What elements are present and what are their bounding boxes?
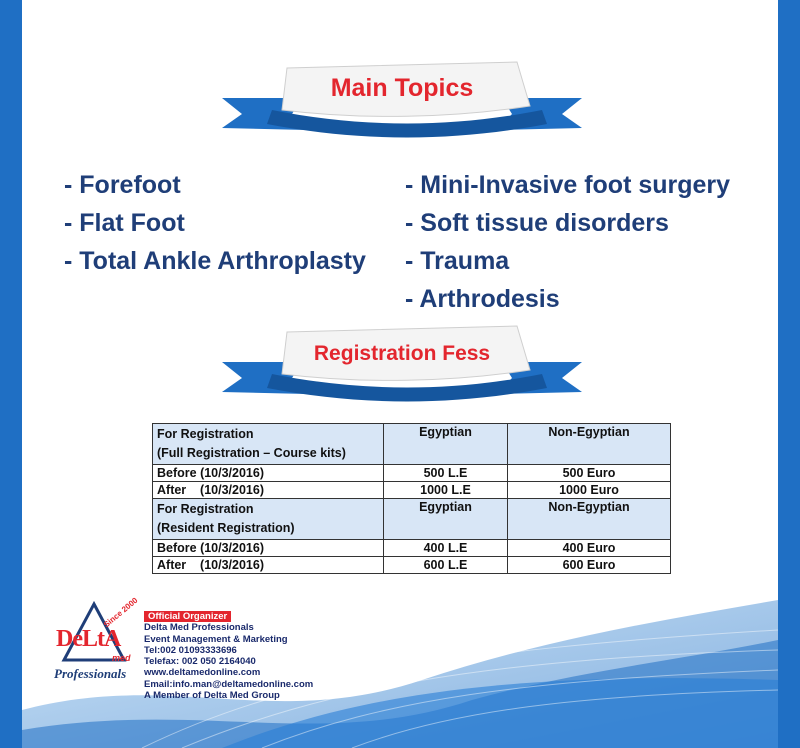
table-row: [153, 557, 671, 574]
main-topics-title: Main Topics: [330, 74, 474, 102]
row-label: After (10/3/2016): [153, 557, 384, 574]
logo-med: med: [112, 653, 131, 663]
row-label: Before (10/3/2016): [153, 540, 384, 557]
group-label-cell: [153, 499, 384, 540]
group-label-line: For Registration: [157, 427, 254, 441]
left-border-bar: [0, 0, 22, 748]
official-organizer-badge: Official Organizer: [144, 611, 231, 622]
egyptian-fee: 1000 L.E: [384, 482, 508, 499]
column-header-egyptian: Egyptian: [384, 499, 508, 540]
organizer-line: Event Management & Marketing: [144, 633, 288, 645]
topic-item: - Soft tissue disorders: [405, 209, 669, 237]
row-label: Before (10/3/2016): [153, 465, 384, 482]
flyer-canvas: [22, 0, 778, 748]
topic-item: - Arthrodesis: [405, 285, 560, 313]
table-header-row: [153, 424, 671, 465]
logo-brand: DeLtA: [56, 626, 121, 652]
column-header-non-egyptian: Non-Egyptian: [508, 424, 671, 465]
table-row: [153, 465, 671, 482]
registration-fees-ribbon: [212, 322, 592, 406]
logo-since: Since 2000: [101, 595, 140, 630]
table-header-row: [153, 499, 671, 540]
group-label-cell: [153, 424, 384, 465]
column-header-non-egyptian: Non-Egyptian: [508, 499, 671, 540]
right-border-bar: [778, 0, 800, 748]
main-topics-ribbon: [212, 58, 592, 142]
column-header-egyptian: Egyptian: [384, 424, 508, 465]
organizer-info: [144, 611, 313, 701]
row-label: After (10/3/2016): [153, 482, 384, 499]
organizer-email: Email:info.man@deltamedonline.com: [144, 678, 314, 690]
logo-professionals: Professionals: [54, 666, 127, 681]
group-label-line: For Registration: [157, 502, 254, 516]
topic-item: - Flat Foot: [64, 209, 185, 237]
egyptian-fee: 500 L.E: [384, 465, 508, 482]
organizer-website: www.deltamedonline.com: [144, 667, 261, 679]
table-row: [153, 482, 671, 499]
registration-fees-table: [152, 423, 671, 574]
non-egyptian-fee: 400 Euro: [508, 540, 671, 557]
egyptian-fee: 400 L.E: [384, 540, 508, 557]
topics-right-column: [405, 166, 730, 318]
delta-med-logo: [54, 595, 144, 688]
topic-item: - Mini-Invasive foot surgery: [405, 171, 731, 199]
topic-item: - Trauma: [405, 247, 510, 275]
group-label-line: (Full Registration – Course kits): [157, 446, 346, 460]
organizer-line: Tel:002 01093333696: [144, 644, 237, 656]
egyptian-fee: 600 L.E: [384, 557, 508, 574]
topics-left-column: [64, 166, 366, 280]
organizer-line: Delta Med Professionals: [144, 622, 254, 634]
organizer-line: A Member of Delta Med Group: [144, 690, 280, 702]
table-row: [153, 540, 671, 557]
non-egyptian-fee: 1000 Euro: [508, 482, 671, 499]
registration-fees-title: Registration Fess: [313, 342, 491, 365]
non-egyptian-fee: 500 Euro: [508, 465, 671, 482]
group-label-line: (Resident Registration): [157, 521, 295, 535]
topic-item: - Total Ankle Arthroplasty: [64, 247, 366, 275]
topic-item: - Forefoot: [64, 171, 181, 199]
organizer-line: Telefax: 002 050 2164040: [144, 656, 256, 668]
non-egyptian-fee: 600 Euro: [508, 557, 671, 574]
